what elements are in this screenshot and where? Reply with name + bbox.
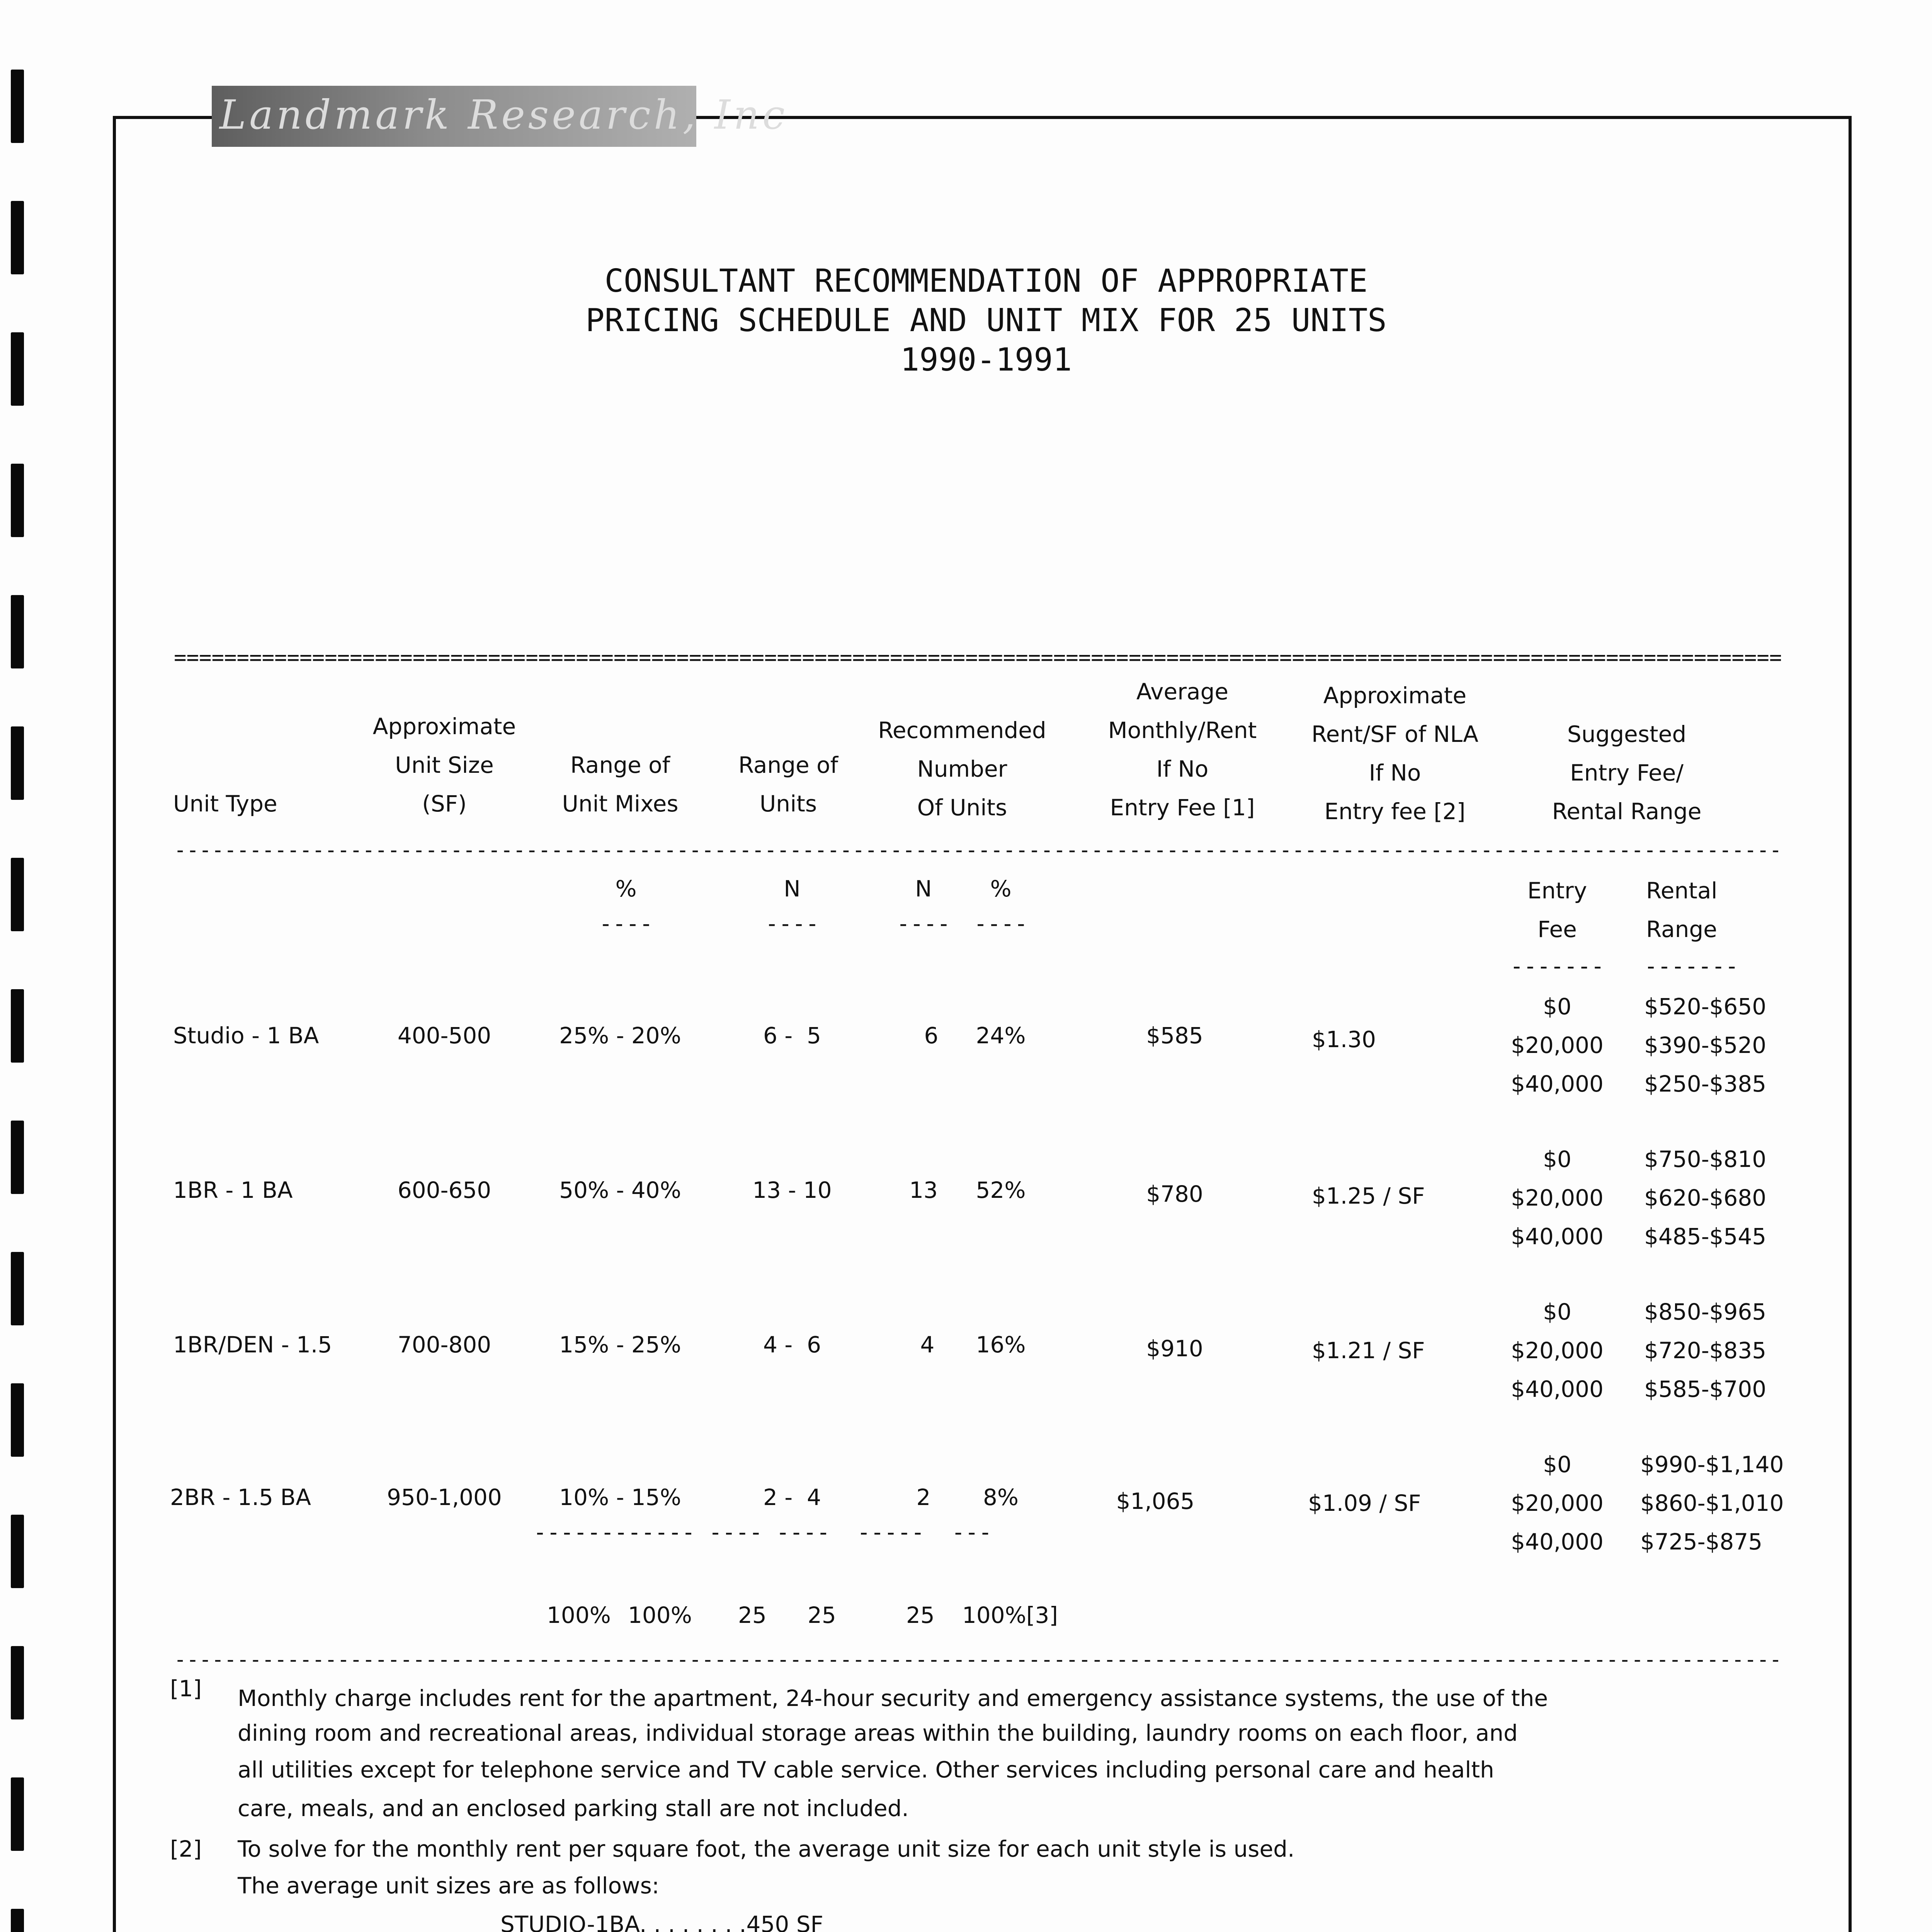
cell-entry-fee: $20,000	[1511, 1032, 1604, 1058]
header-avg-rent: Entry Fee [1]	[1110, 794, 1255, 821]
cell-unit-size: 400-500	[397, 1022, 492, 1049]
header-unit-size: Approximate	[372, 713, 516, 740]
footnote-1-text: Monthly charge includes rent for the apartment, 24-hour security and emergency assistance systems, the use of the	[238, 1685, 1548, 1711]
cell-avg-rent: $585	[1146, 1022, 1203, 1049]
cell-entry-fee: $0	[1543, 993, 1571, 1020]
header-recommended: Number	[917, 756, 1007, 782]
footnote-1-text: all utilities except for telephone service and TV cable service. Other services including personal care and health	[238, 1757, 1494, 1783]
subheader-entry-fee: Entry	[1527, 878, 1587, 904]
cell-entry-fee: $20,000	[1511, 1490, 1604, 1516]
binding-hole	[11, 464, 24, 537]
header-range-units: Range of	[738, 752, 838, 778]
cell-number: 2	[916, 1484, 931, 1510]
cell-entry-fee: $20,000	[1511, 1185, 1604, 1211]
footnote-2-text: To solve for the monthly rent per square foot, the average unit size for each unit style is used.	[238, 1836, 1295, 1862]
binding-hole	[11, 70, 24, 143]
cell-entry-fee: $40,000	[1511, 1529, 1604, 1555]
footnote-2-text: The average unit sizes are as follows:	[238, 1872, 660, 1899]
header-suggested: Rental Range	[1552, 798, 1702, 825]
cell-number: 6	[924, 1022, 939, 1049]
cell-range-units: 4 - 6	[763, 1332, 821, 1358]
title-line-1: CONSULTANT RECOMMENDATION OF APPROPRIATE	[604, 263, 1368, 299]
unit-size-line: STUDIO-1BA. . . . . . . .450 SF	[500, 1911, 823, 1932]
subheader-rental-range: Range	[1646, 916, 1717, 942]
binding-hole	[11, 989, 24, 1063]
cell-number: 4	[920, 1332, 935, 1358]
header-range-mixes: Unit Mixes	[562, 791, 679, 817]
cell-range-units: 13 - 10	[752, 1177, 832, 1203]
subheader-dash: ----	[974, 910, 1028, 937]
cell-unit-type: 2BR - 1.5 BA	[170, 1484, 311, 1510]
cell-unit-mix: 15% - 25%	[559, 1332, 681, 1358]
total-mix-high: 100%	[628, 1602, 692, 1628]
header-avg-rent: Monthly/Rent	[1108, 717, 1257, 743]
logo-text: Landmark Research, Inc	[219, 91, 788, 138]
footer-rule: --------------------------------------------------------------------------------------------------------------------------------	[174, 1648, 1782, 1671]
cell-rental-range: $850-$965	[1644, 1299, 1767, 1325]
cell-entry-fee: $40,000	[1511, 1376, 1604, 1402]
binding-hole	[11, 1777, 24, 1851]
subheader-rental-range: Rental	[1646, 878, 1718, 904]
double-rule: ================================================================================================================================	[174, 646, 1782, 669]
cell-percent: 8%	[983, 1484, 1019, 1510]
cell-unit-type: Studio - 1 BA	[173, 1022, 319, 1049]
total-units-low: 25	[738, 1602, 767, 1628]
totals-rule: ------------ ---- ---- ----- ---	[533, 1519, 992, 1545]
header-recommended: Of Units	[917, 794, 1007, 821]
cell-range-units: 6 - 5	[763, 1022, 821, 1049]
cell-avg-rent: $780	[1146, 1181, 1203, 1207]
header-unit-type: Unit Type	[173, 791, 277, 817]
cell-avg-rent: $1,065	[1116, 1488, 1195, 1514]
cell-unit-size: 950-1,000	[387, 1484, 502, 1510]
cell-entry-fee: $40,000	[1511, 1071, 1604, 1097]
cell-entry-fee: $0	[1543, 1146, 1571, 1172]
binding-hole	[11, 1252, 24, 1325]
header-range-mixes: Range of	[570, 752, 670, 778]
total-percent: 100%[3]	[962, 1602, 1058, 1628]
cell-unit-size: 600-650	[397, 1177, 492, 1203]
header-unit-size: Unit Size	[395, 752, 494, 778]
footnote-2-mark: [2]	[170, 1836, 202, 1862]
subheader-dash: -------	[1644, 953, 1739, 979]
cell-rental-range: $720-$835	[1644, 1337, 1767, 1364]
cell-rental-range: $390-$520	[1644, 1032, 1767, 1058]
cell-entry-fee: $0	[1543, 1451, 1571, 1478]
header-suggested: Suggested	[1567, 721, 1687, 747]
cell-rental-range: $750-$810	[1644, 1146, 1767, 1172]
cell-entry-fee: $40,000	[1511, 1223, 1604, 1250]
footnote-1-text: care, meals, and an enclosed parking stall are not included.	[238, 1795, 909, 1821]
binding-hole	[11, 726, 24, 800]
binding-hole	[11, 1383, 24, 1457]
subheader-pct: %	[990, 876, 1012, 902]
cell-avg-rent: $910	[1146, 1335, 1203, 1362]
subheader-dash: ----	[896, 910, 951, 937]
header-unit-size: (SF)	[422, 791, 467, 817]
title-line-2: PRICING SCHEDULE AND UNIT MIX FOR 25 UNITS	[585, 302, 1387, 339]
cell-rental-range: $585-$700	[1644, 1376, 1767, 1402]
footnote-1-text: dining room and recreational areas, individual storage areas within the building, laundry rooms on each floor, and	[238, 1720, 1518, 1746]
footnote-1-mark: [1]	[170, 1675, 202, 1702]
cell-unit-mix: 10% - 15%	[559, 1484, 681, 1510]
cell-rent-sf: $1.21 / SF	[1312, 1337, 1425, 1364]
cell-unit-type: 1BR - 1 BA	[173, 1177, 293, 1203]
cell-unit-type: 1BR/DEN - 1.5	[173, 1332, 332, 1358]
header-recommended: Recommended	[878, 717, 1046, 743]
total-mix-low: 100%	[547, 1602, 611, 1628]
header-avg-rent: Average	[1136, 679, 1229, 705]
binding-hole	[11, 1646, 24, 1719]
cell-unit-size: 700-800	[397, 1332, 492, 1358]
header-suggested: Entry Fee/	[1570, 760, 1684, 786]
header-rent-sf: If No	[1369, 760, 1421, 786]
subheader-dash: -------	[1510, 953, 1605, 979]
cell-unit-mix: 50% - 40%	[559, 1177, 681, 1203]
cell-percent: 52%	[976, 1177, 1026, 1203]
cell-rent-sf: $1.09 / SF	[1308, 1490, 1421, 1516]
cell-entry-fee: $0	[1543, 1299, 1571, 1325]
header-avg-rent: If No	[1156, 756, 1209, 782]
cell-rental-range: $520-$650	[1644, 993, 1767, 1020]
cell-rent-sf: $1.30	[1312, 1026, 1376, 1053]
binding-hole	[11, 1515, 24, 1588]
cell-percent: 16%	[976, 1332, 1026, 1358]
total-number: 25	[906, 1602, 935, 1628]
header-range-units: Units	[759, 791, 817, 817]
binding-hole	[11, 1121, 24, 1194]
cell-rental-range: $485-$545	[1644, 1223, 1767, 1250]
subheader-entry-fee: Fee	[1537, 916, 1577, 942]
header-rent-sf: Rent/SF of NLA	[1311, 721, 1479, 747]
cell-rental-range: $990-$1,140	[1640, 1451, 1784, 1478]
subheader-n: N	[784, 876, 801, 902]
cell-unit-mix: 25% - 20%	[559, 1022, 681, 1049]
cell-rent-sf: $1.25 / SF	[1312, 1183, 1425, 1209]
header-rent-sf: Approximate	[1323, 682, 1467, 709]
cell-rental-range: $860-$1,010	[1640, 1490, 1784, 1516]
cell-rental-range: $725-$875	[1640, 1529, 1763, 1555]
cell-range-units: 2 - 4	[763, 1484, 821, 1510]
cell-percent: 24%	[976, 1022, 1026, 1049]
binding-hole	[11, 595, 24, 668]
company-logo	[212, 86, 788, 147]
cell-number: 13	[909, 1177, 938, 1203]
subheader-n: N	[915, 876, 932, 902]
header-rent-sf: Entry fee [2]	[1324, 798, 1466, 825]
cell-rental-range: $250-$385	[1644, 1071, 1767, 1097]
cell-entry-fee: $20,000	[1511, 1337, 1604, 1364]
cell-rental-range: $620-$680	[1644, 1185, 1767, 1211]
header-rule: --------------------------------------------------------------------------------------------------------------------------------	[174, 838, 1782, 862]
binding-hole	[11, 858, 24, 931]
subheader-pct: %	[615, 876, 637, 902]
title-line-3: 1990-1991	[900, 342, 1072, 378]
total-units-high: 25	[808, 1602, 836, 1628]
subheader-dash: ----	[599, 910, 653, 937]
subheader-dash: ----	[765, 910, 819, 937]
binding-hole	[11, 1909, 24, 1932]
